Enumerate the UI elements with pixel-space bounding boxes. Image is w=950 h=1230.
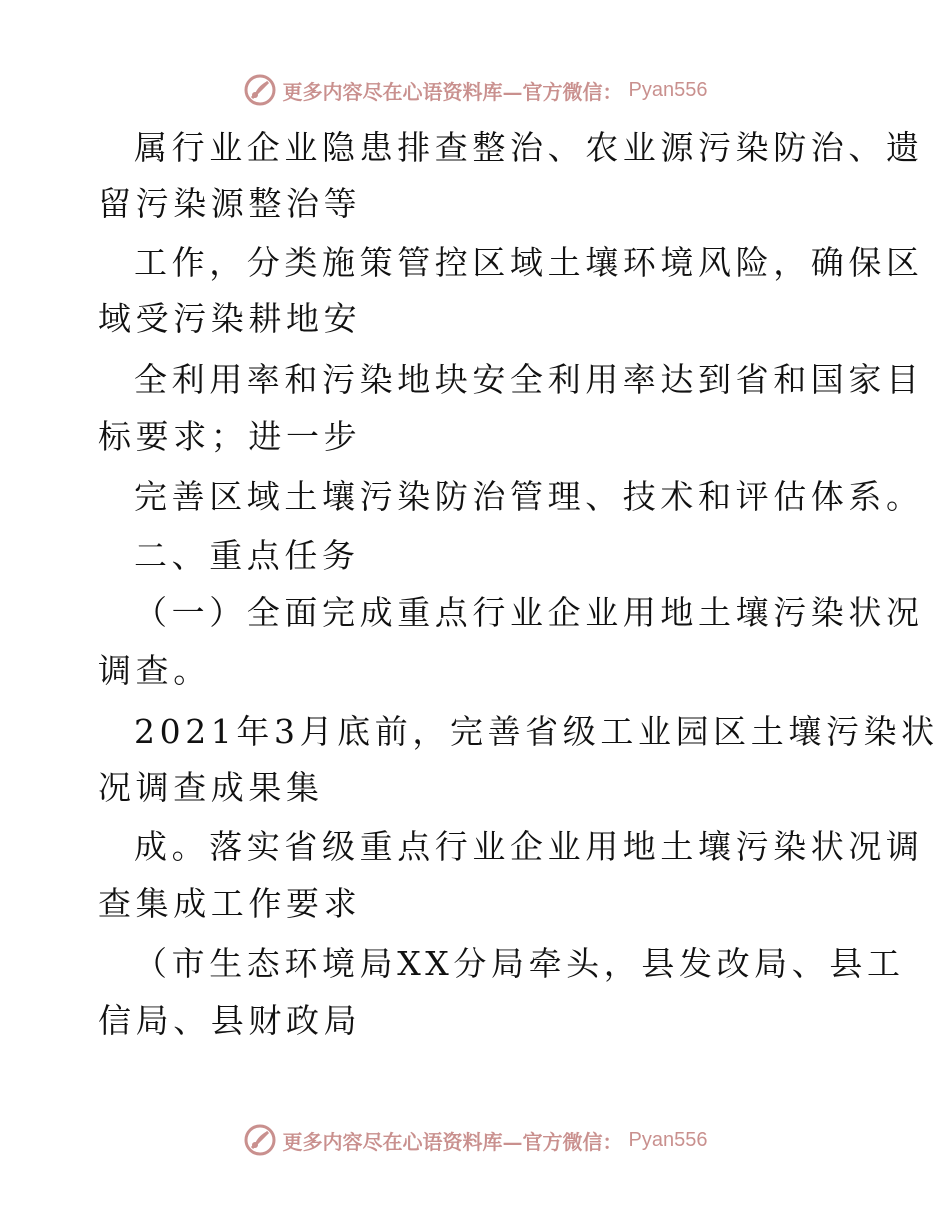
body-line: 标要求；进一步 bbox=[98, 417, 362, 456]
subsection-heading: （一）全面完成重点行业企业用地土壤污染状况 bbox=[134, 593, 924, 632]
quill-logo-icon bbox=[243, 73, 277, 107]
body-line: 信局、县财政局 bbox=[98, 1001, 362, 1040]
body-line: 留污染源整治等 bbox=[98, 184, 362, 223]
section-heading: 二、重点任务 bbox=[134, 536, 360, 575]
header-watermark bbox=[0, 72, 950, 108]
watermark-wechat-id: Pyan556 bbox=[628, 1128, 708, 1151]
body-line: 工作，分类施策管控区域土壤环境风险，确保区 bbox=[134, 243, 924, 282]
body-line: 域受污染耕地安 bbox=[98, 299, 362, 338]
body-line: 成。落实省级重点行业企业用地土壤污染状况调 bbox=[134, 827, 924, 866]
watermark-text: 更多内容尽在心语资料库—官方微信： bbox=[282, 1129, 623, 1154]
body-line: 2021年3月底前，完善省级工业园区土壤污染状 bbox=[134, 712, 939, 751]
watermark-wechat-id: Pyan556 bbox=[628, 78, 708, 101]
body-line: （市生态环境局XX分局牵头，县发改局、县工 bbox=[134, 944, 905, 983]
footer-watermark bbox=[0, 1122, 950, 1158]
body-line: 完善区域土壤污染防治管理、技术和评估体系。 bbox=[134, 477, 924, 516]
body-line: 全利用率和污染地块安全利用率达到省和国家目 bbox=[134, 360, 924, 399]
quill-logo-icon bbox=[243, 1123, 277, 1157]
body-line: 况调查成果集 bbox=[98, 768, 324, 807]
body-line: 查集成工作要求 bbox=[98, 884, 362, 923]
watermark-text: 更多内容尽在心语资料库—官方微信： bbox=[282, 79, 623, 104]
body-line: 调查。 bbox=[98, 651, 211, 690]
body-line: 属行业企业隐患排查整治、农业源污染防治、遗 bbox=[134, 128, 924, 167]
